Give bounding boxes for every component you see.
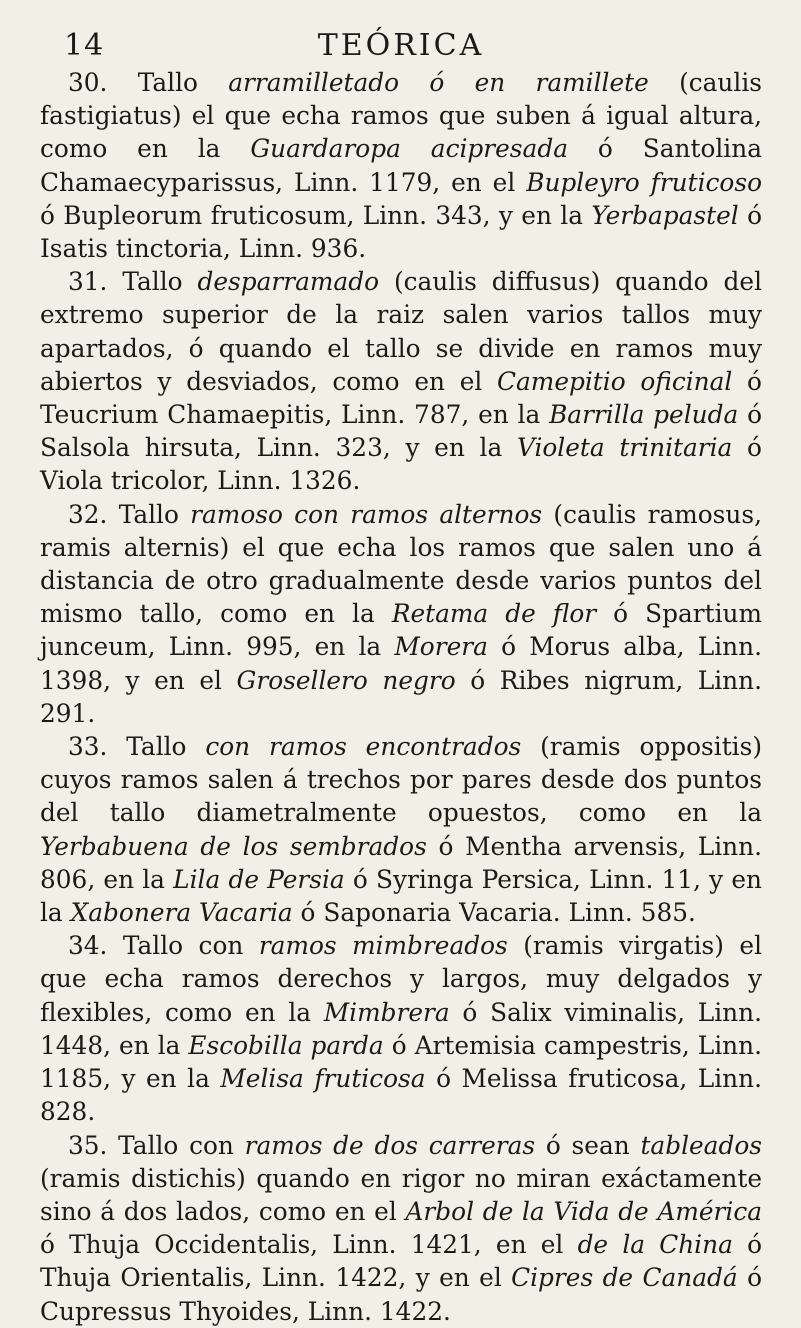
entry-text: 31. Tallo (68, 267, 198, 297)
entry-text: (caulis fastigiatus) el que echa ramos que suben á igual altura, como en la (40, 68, 762, 164)
italic-term: Bupleyro fruticoso (526, 167, 763, 197)
italic-term: de la China (577, 1230, 733, 1260)
italic-term: arramilletado ó en ramillete (228, 68, 649, 97)
entry-text: ó Morus alba, Linn. 1398, y en el (40, 632, 762, 695)
italic-term: Lila de Persia (173, 864, 345, 894)
italic-term: Guardaropa acipresada (250, 134, 568, 164)
entry-text: (caulis diffusus) quando del extremo superior de la raiz salen varios tallos muy apartados, ó quando el tallo se divide en ramos muy abiertos y desviados, como en el (40, 267, 762, 396)
entry-text: ó Isatis tinctoria, Linn. 936. (40, 200, 763, 264)
italic-term: Camepitio oficinal (497, 366, 733, 396)
entry-text: ó Artemisia campestris, Linn. 1185, y en la (40, 1030, 762, 1094)
italic-term: con ramos encontrados (205, 732, 522, 762)
entry-text: ó Ribes nigrum, Linn. 291. (40, 665, 763, 728)
entry-33 (40, 730, 762, 929)
entry-text: 30. Tallo (68, 68, 229, 97)
entry-text: (ramis virgatis) el que echa ramos derechos y largos, muy delgados y flexibles, como en la (40, 931, 762, 1027)
entry-text: ó Salix viminalis, Linn. 1448, en la (40, 997, 762, 1060)
entry-text: ó Viola tricolor, Linn. 1326. (40, 433, 762, 496)
entry-text: (ramis oppositis) cuyos ramos salen á trechos por pares desde dos puntos del tallo diametralmente opuestos, como en la (40, 732, 763, 828)
italic-term: Melisa fruticosa (220, 1064, 426, 1094)
entry-31 (40, 265, 762, 497)
entry-text: ó Santolina Chamaecyparissus, Linn. 1179, en el (40, 134, 762, 197)
italic-term: Mimbrera (323, 997, 450, 1027)
entry-35 (40, 1129, 762, 1328)
entry-text: 35. Tallo con (68, 1130, 245, 1160)
italic-term: Yerbabuena de los sembrados (40, 831, 427, 861)
entry-text: ó Melissa fruticosa, Linn. 828. (40, 1064, 762, 1127)
entry-text: ó Mentha arvensis, Linn. 806, en la (40, 831, 762, 894)
entry-text: ó Cupressus Thyoides, Linn. 1422. (40, 1263, 762, 1326)
italic-term: Retama de flor (391, 599, 597, 629)
entry-34 (40, 929, 762, 1128)
entry-text: ó Bupleorum fruticosum, Linn. 343, y en la (40, 200, 592, 230)
entry-text: 32. Tallo (68, 499, 191, 529)
entry-30 (40, 66, 762, 265)
page-heading: TEÓRICA (317, 28, 485, 63)
page-number: 14 (64, 28, 105, 63)
entry-text: ó Saponaria Vacaria. Linn. 585. (292, 898, 696, 928)
italic-term: Barrilla peluda (549, 400, 739, 430)
italic-term: Morera (394, 632, 488, 662)
entry-text: ó Thuja Occidentalis, Linn. 1421, en el (40, 1230, 578, 1260)
italic-term: ramoso con ramos alternos (190, 499, 543, 529)
entry-text: (caulis ramosus, ramis alternis) el que echa los ramos que salen uno á distancia de otro gradualmente desde varios puntos del mismo tallo, como en la (40, 499, 762, 629)
italic-term: Violeta trinitaria (516, 433, 733, 463)
italic-term: ramos de dos carreras (244, 1130, 536, 1160)
italic-term: Yerbapastel (591, 200, 739, 230)
entry-text: ó Salsola hirsuta, Linn. 323, y en la (40, 400, 763, 463)
italic-term: Xabonera Vacaria (70, 898, 293, 928)
italic-term: Escobilla parda (188, 1030, 384, 1060)
page (40, 26, 762, 1328)
entry-text: ó Thuja Orientalis, Linn. 1422, y en el (40, 1230, 763, 1293)
entry-text: 34. Tallo con (68, 931, 259, 961)
italic-term: Arbol de la Vida de América (405, 1196, 763, 1226)
italic-term: ramos mimbreados (258, 931, 508, 961)
entry-text: ó Syringa Persica, Linn. 11, y en la (40, 864, 762, 928)
italic-term: tableados (640, 1130, 762, 1160)
running-head (40, 26, 762, 66)
italic-term: Grosellero negro (236, 665, 456, 695)
entry-32 (40, 498, 762, 730)
entry-text: ó Spartium junceum, Linn. 995, en la (40, 599, 763, 662)
entry-text: ó sean (535, 1130, 641, 1160)
entry-text: (ramis distichis) quando en rigor no miran exáctamente sino á dos lados, como en el (40, 1163, 762, 1226)
entry-text: ó Teucrium Chamaepitis, Linn. 787, en la (40, 366, 762, 430)
italic-term: desparramado (197, 267, 380, 297)
entry-text: 33. Tallo (68, 732, 206, 762)
italic-term: Cipres de Canadá (511, 1263, 738, 1293)
